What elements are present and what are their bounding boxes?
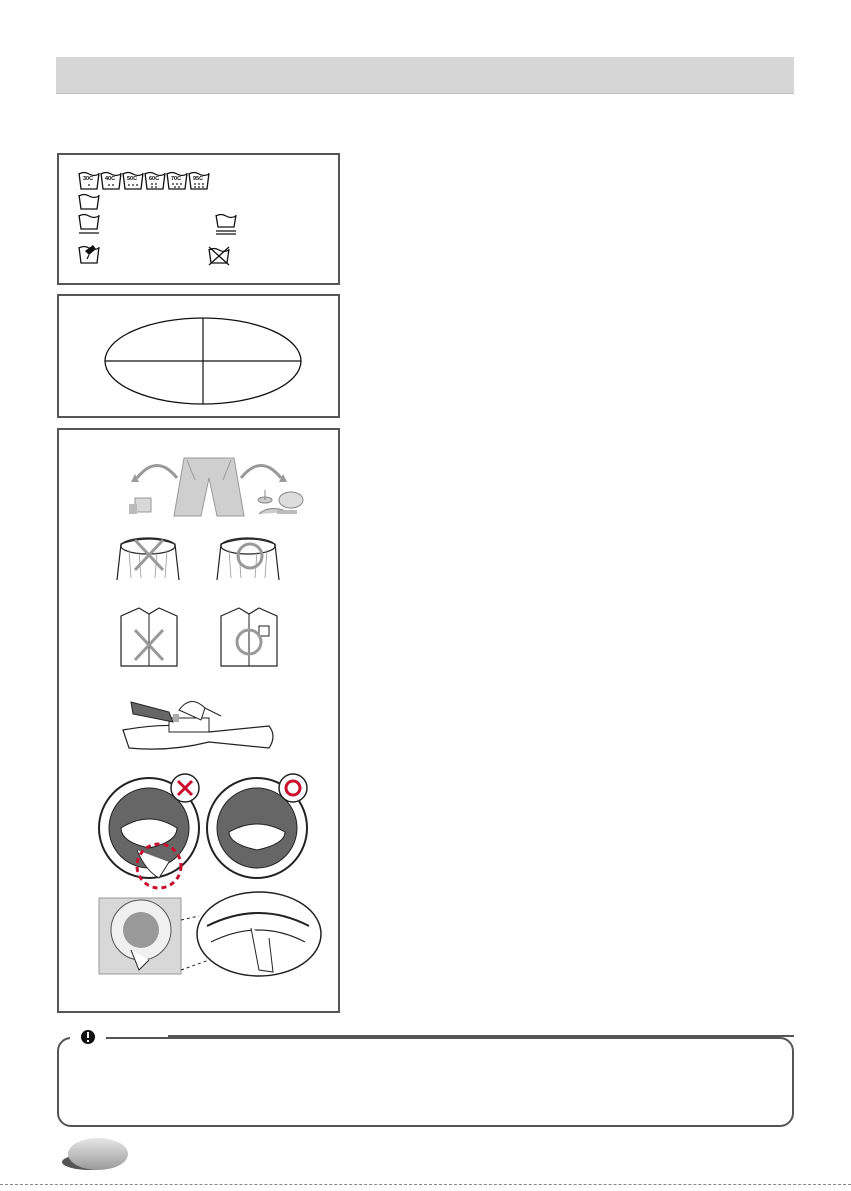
page-bottom-rule — [0, 1184, 851, 1185]
temp-label-30: 30C — [83, 176, 94, 182]
shirt-buttoned-right-icon — [221, 608, 277, 666]
pretreat-stain-icon — [123, 701, 273, 749]
warning-exclamation-icon — [70, 1029, 106, 1045]
sorting-panel — [57, 294, 340, 418]
temp-label-60: 60C — [149, 176, 160, 182]
care-label-symbols — [59, 155, 342, 287]
gentle-wash-icon — [79, 215, 99, 234]
belt-wrong-icon — [117, 538, 179, 580]
wash-tub-icon — [79, 195, 99, 210]
note-box — [57, 1037, 794, 1127]
page-number-tab — [60, 1136, 130, 1172]
section-header-bar — [56, 57, 794, 94]
note-divider — [168, 1035, 794, 1037]
gasket-check-icon — [99, 892, 321, 976]
door-overloaded-wrong-icon — [99, 774, 199, 888]
temp-label-70: 70C — [171, 176, 182, 182]
do-not-wash-icon — [209, 247, 229, 265]
belt-right-icon — [217, 538, 279, 580]
preparation-panel — [57, 428, 340, 1013]
shirt-unbuttoned-wrong-icon — [121, 608, 177, 666]
door-clear-right-icon — [207, 774, 307, 878]
empty-pockets-icon — [129, 458, 303, 516]
very-gentle-wash-icon — [216, 215, 236, 235]
sorting-ellipse-diagram — [59, 296, 342, 420]
temp-label-40: 40C — [105, 176, 116, 182]
temp-label-50: 50C — [127, 176, 138, 182]
temp-label-95: 95C — [193, 176, 204, 182]
care-label-panel — [57, 153, 340, 285]
